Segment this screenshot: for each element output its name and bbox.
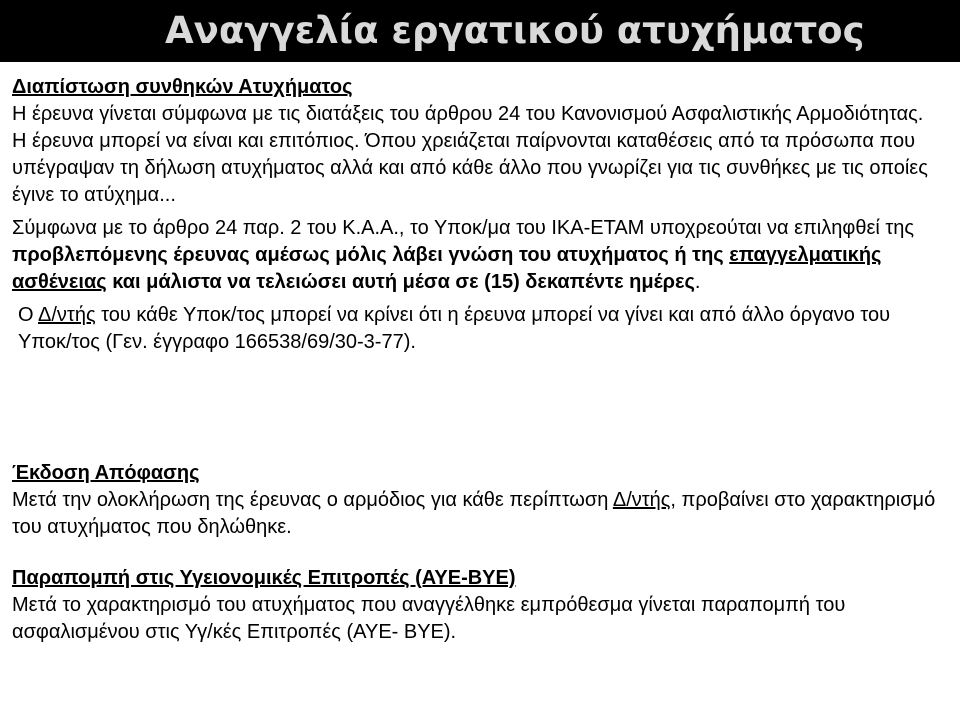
investigation-paragraph-2: Η έρευνα μπορεί να είναι και επιτόπιος. Όπου χρειάζεται παίρνονται καταθέσεις από τα πρόσωπα που υπέγραψαν τη δήλωση ατυχήματος αλλά και από κάθε άλλο που γνωρίζει για τις συνθήκες με τις οποίες έγινε το ατύχημα... bbox=[12, 130, 928, 206]
para-text: Μετά την ολοκλήρωση της έρευνας ο αρμόδιος για κάθε περίπτωση bbox=[12, 489, 613, 511]
referral-paragraph: Μετά το χαρακτηρισμό του ατυχήματος που αναγγέλθηκε εμπρόθεσμα γίνεται παραπομπή του ασφαλισμένου στις Υγ/κές Επιτροπές (ΑΥΕ- ΒΥΕ). bbox=[12, 594, 846, 643]
section-heading-referral: Παραπομπή στις Υγειονομικές Επιτροπές (ΑΥΕ-ΒΥΕ) bbox=[12, 567, 516, 589]
para-underlined: Δ/ντής bbox=[38, 304, 96, 326]
section-accident-investigation bbox=[12, 74, 948, 356]
section-heading-decision: Έκδοση Απόφασης bbox=[12, 462, 200, 484]
investigation-paragraph-4 bbox=[12, 302, 948, 356]
title-bar bbox=[0, 0, 960, 62]
section-referral bbox=[12, 565, 948, 646]
para-emphasis: προβλεπόμενης έρευνας αμέσως μόλις λάβει γνώση του ατυχήματος ή της bbox=[12, 244, 730, 266]
para-emphasis-underlined: επαγγελματικής ασθένειας bbox=[12, 244, 882, 293]
para-text: Ο bbox=[18, 304, 39, 326]
decision-paragraph bbox=[12, 487, 948, 541]
para-underlined: Δ/ντής bbox=[612, 489, 671, 511]
page-title: Αναγγελία εργατικού ατυχήματος bbox=[165, 9, 865, 52]
para-emphasis: και μάλιστα να τελειώσει αυτή μέσα σε (15) δεκαπέντε ημέρες bbox=[106, 271, 695, 293]
investigation-paragraph-1: Η έρευνα γίνεται σύμφωνα με τις διατάξεις του άρθρου 24 του Κανονισμού Ασφαλιστικής Αρμοδιότητας. bbox=[12, 103, 924, 125]
para-text: του κάθε Υποκ/τος μπορεί να κρίνει ότι η έρευνα μπορεί να γίνει και από άλλο όργανο του Υποκ/τος (Γεν. έγγραφο 166538/69/30-3-77). bbox=[18, 304, 891, 353]
para-text: , προβαίνει στο χαρακτηρισμό του ατυχήματος που δηλώθηκε. bbox=[12, 489, 936, 538]
section-decision bbox=[12, 460, 948, 541]
section-heading-investigation: Διαπίστωση συνθηκών Ατυχήματος bbox=[12, 76, 353, 98]
para-text: . bbox=[694, 271, 701, 293]
investigation-paragraph-3 bbox=[12, 215, 948, 296]
para-text: Σύμφωνα με το άρθρο 24 παρ. 2 του Κ.Α.Α., το Υποκ/μα του ΙΚΑ-ΕΤΑΜ υποχρεούται να επιληφθεί της bbox=[12, 217, 915, 239]
